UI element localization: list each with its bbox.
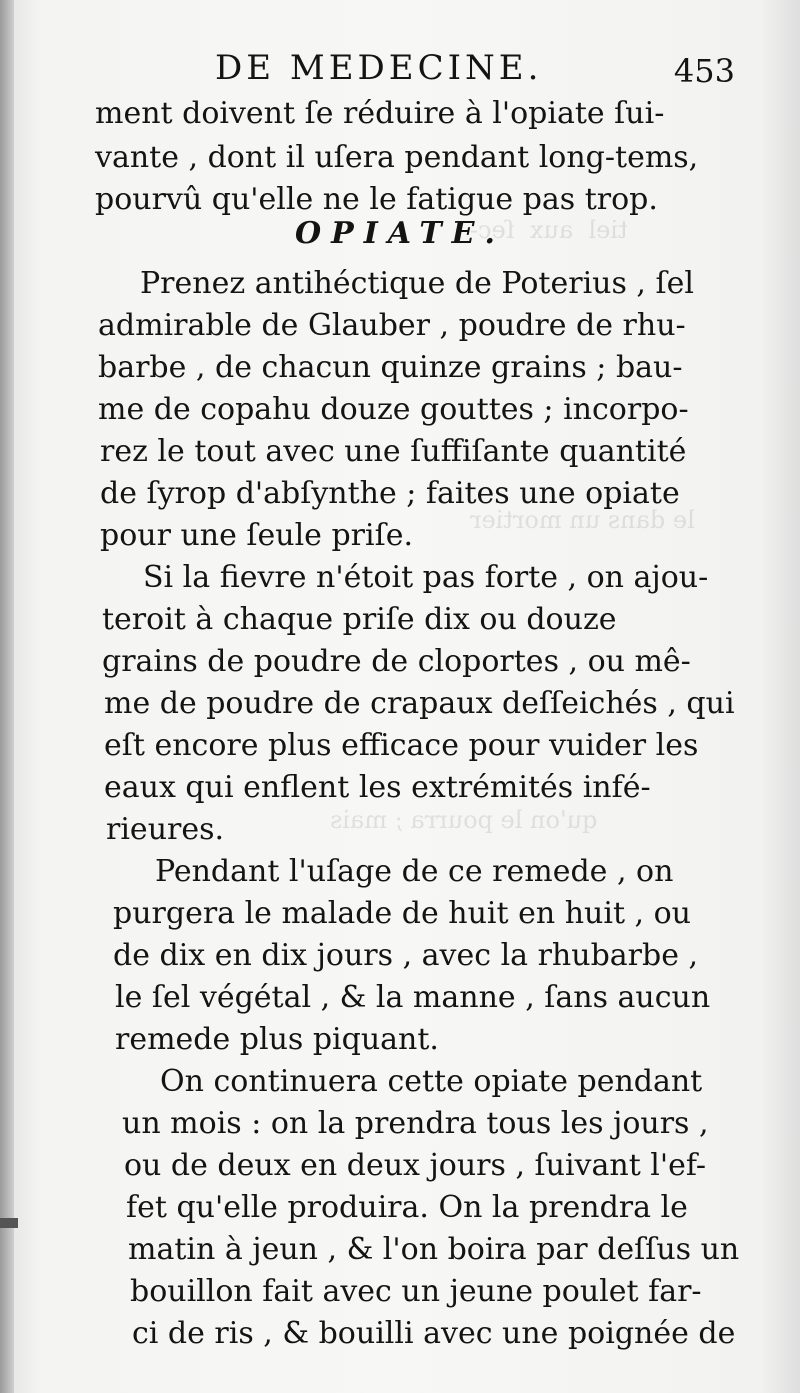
text-line: ment doivent ſe réduire à l'opiate ſui- [95, 96, 665, 131]
text-line: rez le tout avec une ſuffiſante quantité [100, 434, 687, 469]
text-line: pourvû qu'elle ne le fatigue pas trop. [95, 182, 658, 217]
text-line: remede plus piquant. [115, 1022, 439, 1057]
show-through-text: le dans un mortier [470, 506, 695, 534]
text-line: teroit à chaque priſe dix ou douze [102, 602, 617, 637]
text-line: vante , dont il uſera pendant long-tems, [95, 140, 699, 175]
text-line: de dix en dix jours , avec la rhubarbe , [113, 938, 699, 973]
text-line: le ſel végétal , & la manne , ſans aucun [115, 980, 711, 1015]
text-line: un mois : on la prendra tous les jours , [122, 1106, 709, 1141]
gutter-mark [0, 1218, 18, 1228]
text-line: grains de poudre de cloportes , ou mê- [102, 644, 691, 679]
text-line: pour une ſeule priſe. [100, 518, 413, 553]
text-line: Si la fievre n'étoit pas forte , on ajou- [143, 560, 709, 595]
text-line: fet qu'elle produira. On la prendra le [126, 1190, 688, 1225]
section-heading: OPIATE. [295, 216, 505, 251]
text-line: On continuera cette opiate pendant [160, 1064, 703, 1099]
page-header [215, 48, 735, 98]
text-line: eaux qui enflent les extrémités infé- [104, 770, 651, 805]
show-through-text: tiel aux ſec- [470, 216, 628, 244]
page-gutter [0, 0, 14, 1393]
text-line: rieures. [106, 812, 225, 847]
text-line: eſt encore plus efficace pour vuider les [104, 728, 699, 763]
text-line: bouillon fait avec un jeune poulet far- [130, 1274, 702, 1309]
text-line: ci de ris , & bouilli avec une poignée de [132, 1316, 736, 1351]
text-line: matin à jeun , & l'on boira par deſſus un [128, 1232, 740, 1267]
text-line: ou de deux en deux jours , ſuivant l'ef- [124, 1148, 707, 1183]
text-line: me de copahu douze gouttes ; incorpo- [98, 392, 689, 427]
text-line: admirable de Glauber , poudre de rhu- [98, 308, 686, 343]
show-through-text: qu'on le pourra ; mais [330, 806, 598, 834]
page-number: 453 [673, 52, 735, 90]
text-line: purgera le malade de huit en huit , ou [113, 896, 691, 931]
text-line: de ſyrop d'abſynthe ; faites une opiate [100, 476, 680, 511]
text-line: Prenez antihéctique de Poterius , ſel [140, 266, 694, 301]
text-line: Pendant l'uſage de ce remede , on [155, 854, 674, 889]
running-head: DE MEDECINE. [215, 48, 543, 88]
text-line: barbe , de chacun quinze grains ; bau- [98, 350, 683, 385]
text-line: me de poudre de crapaux deſſeichés , qui [104, 686, 735, 721]
